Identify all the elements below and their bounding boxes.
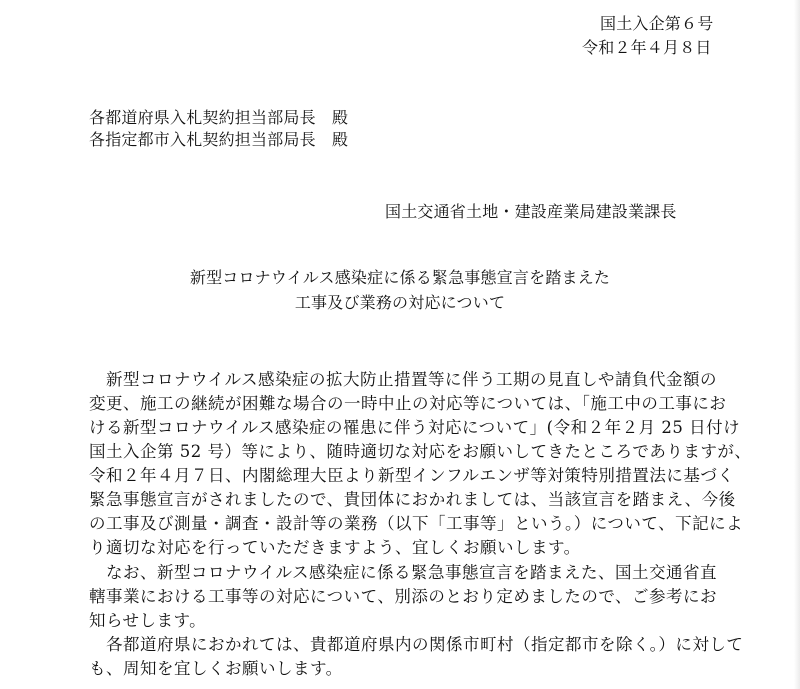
scan-edge-shadow	[794, 0, 800, 689]
body-line: なお、新型コロナウイルス感染症に係る緊急事態宣言を踏まえた、国土交通省直	[106, 563, 718, 582]
body-line: も、周知を宜しくお願いします。	[89, 659, 343, 678]
body-line: 令和２年４月７日、内閣総理大臣より新型インフルエンザ等対策特別措置法に基づく	[89, 466, 735, 485]
document-number: 国土入企第６号	[600, 14, 714, 33]
recipient-line-1: 各都道府県入札契約担当部局長 殿	[89, 108, 349, 127]
body-line: 各都道府県におかれては、貴都道府県内の関係市町村（指定都市を除く。）に対して	[106, 635, 744, 654]
body-line: ける新型コロナウイルス感染症の罹患に伴う対応について」(令和２年２月 25 日付け	[89, 418, 741, 437]
body-line: の工事及び測量・調査・設計等の業務（以下「工事等」という。）について、下記によ	[89, 514, 744, 533]
document-date: 令和２年４月８日	[582, 38, 712, 57]
sender-line: 国土交通省土地・建設産業局建設業課長	[385, 202, 677, 221]
body-line: 知らせします。	[89, 611, 207, 630]
title-line-2: 工事及び業務の対応について	[294, 293, 506, 312]
recipient-line-2: 各指定都市入札契約担当部局長 殿	[89, 130, 349, 149]
body-line: 轄事業における工事等の対応について、別添のとおり定めましたので、ご参考にお	[89, 587, 718, 606]
body-line: り適切な対応を行っていただきますよう、宜しくお願いします。	[89, 538, 581, 557]
body-line: 新型コロナウイルス感染症の拡大防止措置等に伴う工期の見直しや請負代金額の	[106, 370, 718, 389]
title-line-1: 新型コロナウイルス感染症に係る緊急事態宣言を踏まえた	[189, 268, 611, 287]
body-line: 緊急事態宣言がされましたので、貴団体におかれましては、当該宣言を踏まえ、今後	[89, 490, 736, 509]
body-line: 国土入企第 52 号）等により、随時適切な対応をお願いしてきたところでありますが、	[89, 442, 752, 461]
body-line: 変更、施工の継続が困難な場合の一時中止の対応等については、「施工中の工事にお	[89, 394, 727, 413]
